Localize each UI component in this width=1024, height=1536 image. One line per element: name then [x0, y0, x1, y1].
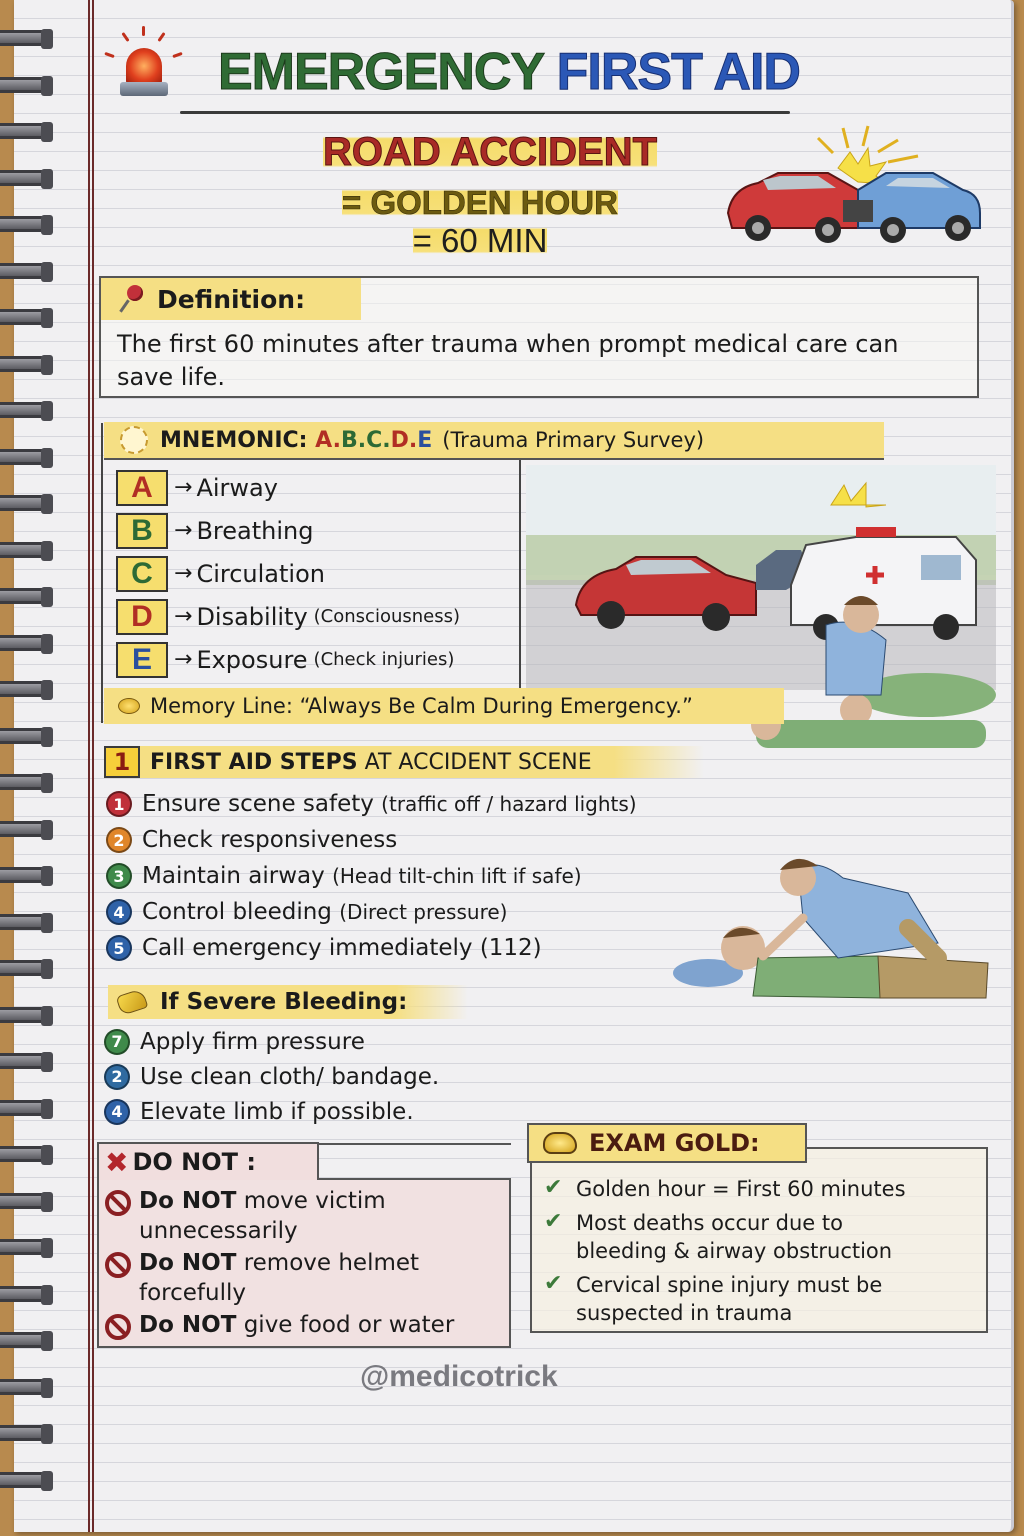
- spiral-ring: [0, 402, 52, 418]
- subtitle-golden-hour: = GOLDEN HOUR: [342, 184, 618, 221]
- spiral-ring: [0, 1146, 52, 1162]
- spiral-ring: [0, 914, 52, 930]
- spiral-ring: [0, 309, 52, 325]
- spiral-ring: [0, 263, 52, 279]
- x-icon: ✖: [105, 1145, 129, 1179]
- bleeding-heading: If Severe Bleeding:: [108, 985, 468, 1019]
- mnemonic-heading: MNEMONIC: A.B.C.D.E (Trauma Primary Survey): [104, 422, 884, 460]
- arrow-icon: →: [174, 518, 193, 543]
- prohibited-icon: [105, 1252, 131, 1278]
- spiral-ring: [0, 449, 52, 465]
- number-circle-icon: 3: [106, 863, 132, 889]
- mnemonic-subheading: (Trauma Primary Survey): [442, 428, 705, 452]
- spiral-ring: [0, 216, 52, 232]
- do-not-item: Do NOT move victim unnecessarily: [105, 1186, 505, 1246]
- spiral-ring: [0, 774, 52, 790]
- checkmark-icon: ✔: [544, 1271, 563, 1296]
- number-circle-icon: 2: [106, 827, 132, 853]
- title-emergency: EMERGENCY: [218, 43, 544, 101]
- mnemonic-item-d: D → Disability (Consciousness): [116, 595, 516, 638]
- spiral-ring: [0, 588, 52, 604]
- number-circle-icon: 4: [104, 1099, 130, 1125]
- memory-line: Memory Line: “Always Be Calm During Emergency.”: [104, 688, 784, 724]
- head-tilt-chin-lift-illustration: [668, 848, 998, 1038]
- mnemonic-item-c: C → Circulation: [116, 552, 516, 595]
- gold-nugget-icon: [543, 1132, 577, 1154]
- mnemonic-list: [116, 466, 516, 681]
- spiral-ring: [0, 635, 52, 651]
- prohibited-icon: [105, 1314, 131, 1340]
- spiral-ring: [0, 1007, 52, 1023]
- gauze-icon: [116, 988, 149, 1016]
- spiral-ring: [0, 1379, 52, 1395]
- step-item: 5 Call emergency immediately (112): [106, 930, 786, 966]
- spiral-ring: [0, 542, 52, 558]
- section-number-badge: 1: [104, 746, 140, 778]
- do-not-heading: ✖ DO NOT :: [97, 1142, 319, 1180]
- do-not-item: Do NOT remove helmet forcefully: [105, 1248, 505, 1308]
- definition-box: [99, 276, 979, 398]
- arrow-icon: →: [174, 647, 193, 672]
- spiral-ring: [0, 728, 52, 744]
- step-item: 1 Ensure scene safety (traffic off / hazard lights): [106, 786, 786, 822]
- car-crash-illustration: [718, 118, 988, 258]
- arrow-icon: →: [174, 475, 193, 500]
- mnemonic-item-b: B → Breathing: [116, 509, 516, 552]
- spiral-ring: [0, 123, 52, 139]
- arrow-icon: →: [174, 604, 193, 629]
- do-not-box: [97, 1178, 511, 1348]
- spiral-ring: [0, 170, 52, 186]
- number-circle-icon: 1: [106, 791, 132, 817]
- accident-scene-ambulance-illustration: [526, 465, 996, 785]
- number-circle-icon: 7: [104, 1029, 130, 1055]
- exam-gold-item: ✔ Most deaths occur due to bleeding & airway obstruction: [544, 1209, 893, 1263]
- spiral-ring: [0, 681, 52, 697]
- mnemonic-item-e: E → Exposure (Check injuries): [116, 638, 516, 681]
- bleeding-item: 2 Use clean cloth/ bandage.: [104, 1059, 544, 1094]
- definition-heading: Definition:: [101, 278, 361, 320]
- checkmark-icon: ✔: [544, 1209, 563, 1234]
- subtitle-road-accident: ROAD ACCIDENT: [322, 130, 658, 174]
- definition-text: The first 60 minutes after trauma when prompt medical care can save life.: [117, 330, 899, 391]
- title-underline: [180, 111, 790, 114]
- exam-gold-item: ✔ Golden hour = First 60 minutes: [544, 1175, 906, 1201]
- gold-coin-icon: [118, 698, 140, 714]
- title-first-aid: FIRST AID: [556, 43, 800, 101]
- spiral-ring: [0, 30, 52, 46]
- subtitle-60-min: = 60 MIN: [412, 222, 548, 259]
- spiral-ring: [0, 1332, 52, 1348]
- do-not-item: Do NOT give food or water: [105, 1310, 505, 1340]
- step-item: 4 Control bleeding (Direct pressure): [106, 894, 786, 930]
- page-title: [218, 40, 800, 104]
- mnemonic-item-a: A → Airway: [116, 466, 516, 509]
- bleeding-list: [104, 1024, 544, 1129]
- number-circle-icon: 4: [106, 899, 132, 925]
- step-item: 2 Check responsiveness: [106, 822, 786, 858]
- spiral-ring: [0, 1239, 52, 1255]
- step-item: 3 Maintain airway (Head tilt-chin lift if safe): [106, 858, 786, 894]
- number-circle-icon: 5: [106, 935, 132, 961]
- spiral-ring: [0, 1053, 52, 1069]
- spiral-ring: [0, 77, 52, 93]
- brain-gear-icon: [120, 426, 148, 454]
- watermark: @medicotrick: [360, 1360, 558, 1393]
- spiral-ring: [0, 1193, 52, 1209]
- bleeding-item: 7 Apply firm pressure: [104, 1024, 544, 1059]
- exam-gold-box: [530, 1147, 988, 1333]
- arrow-icon: →: [174, 561, 193, 586]
- bleeding-item: 4 Elevate limb if possible.: [104, 1094, 544, 1129]
- margin-line: [88, 0, 94, 1532]
- spiral-ring: [0, 1472, 52, 1488]
- spiral-ring: [0, 821, 52, 837]
- exam-gold-heading: EXAM GOLD:: [527, 1123, 807, 1163]
- spiral-ring: [0, 867, 52, 883]
- spiral-ring: [0, 356, 52, 372]
- checkmark-icon: ✔: [544, 1175, 563, 1200]
- exam-gold-item: ✔ Cervical spine injury must be suspected in trauma: [544, 1271, 883, 1325]
- prohibited-icon: [105, 1190, 131, 1216]
- siren-icon: [118, 40, 170, 100]
- spiral-ring: [0, 495, 52, 511]
- spiral-ring: [0, 1286, 52, 1302]
- spiral-binding: [0, 30, 56, 1510]
- spiral-ring: [0, 1100, 52, 1116]
- number-circle-icon: 2: [104, 1064, 130, 1090]
- pushpin-icon: [119, 285, 147, 313]
- spiral-ring: [0, 1425, 52, 1441]
- steps-heading: 1 FIRST AID STEPS AT ACCIDENT SCENE: [104, 746, 704, 778]
- spiral-ring: [0, 960, 52, 976]
